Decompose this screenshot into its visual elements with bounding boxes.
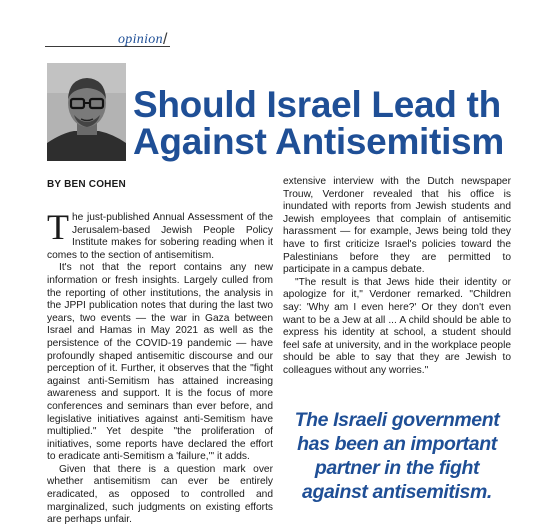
article-column-left [47,207,273,527]
paragraph-2: It's not that the report contains any new information or fresh insights. Largely culled from the reporting of other institutions, the analysis in the JPPI publication notes that during the last two years, two events — the war in Gaza between Israel and Hamas in May 2021 as well as the persistence of the COVID-19 pandemic — have profoundly shaped antisemitic discourse and our perception of it. Further, it observes that the "fight against anti-Semitism has attained increasing awareness and support. It is the focus of more conferences and seminars than ever before, and legislative initiatives against anti-Semitism have multiplied." Yet despite "the proliferation of initiatives, some reports have declared the effort to eradicate anti-Semitism a 'failure,'" it adds. [47,262,273,463]
article-column-right [283,176,511,378]
paragraph-1-text: he just-published Annual Assessment of the Jerusalem-based Jewish People Policy Institute makes for sobering reading when it comes to the section of antisemitism. [47,212,273,261]
author-photo [47,63,126,161]
paragraph-1 [47,207,273,262]
section-slash: / [163,31,168,48]
paragraph-4: extensive interview with the Dutch newspaper Trouw, Verdoner revealed that his office is inundated with reports from Jewish students and Jewish employees that complain of antisemitic harassment — for example, Jews being told they have to first criticize Israel's policies toward the Palestinians before they are permitted to participate in a campus debate. [283,176,511,276]
headline [133,86,553,160]
author-portrait-icon [47,63,126,161]
drop-cap: T [47,207,69,247]
byline: BY BEN COHEN [47,179,126,190]
headline-line-2: Against Antisemitism [133,121,504,162]
paragraph-5: "The result is that Jews hide their identity or apologize for it," Verdoner remarked. "Children say: 'Why am I even here?' Or they don't even want to be a Jew at all ... A child should be able to express his identity at school, a student should feel safe at university, and in the workplace people should be able to say that they are Jewish to colleagues without any worries." [283,276,511,376]
section-label: opinion [118,32,163,47]
pull-quote: The Israeli government has been an important partner in the fight against antisemitism. [294,409,500,503]
paragraph-3: Given that there is a question mark over whether antisemitism can ever be entirely eradicated, as opposed to controlled and marginalized, such judgments on existing efforts are perhaps unfair. [47,463,273,526]
headline-line-1: Should Israel Lead th [133,84,501,125]
